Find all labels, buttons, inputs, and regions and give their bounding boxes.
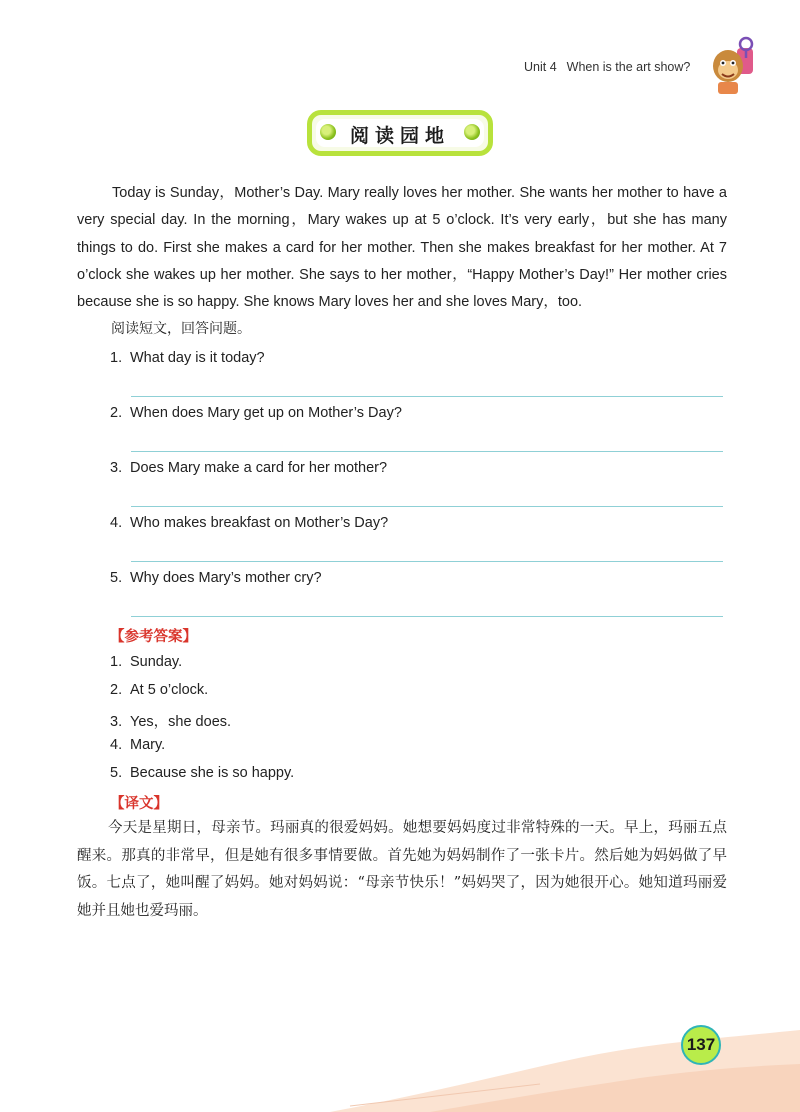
answer-text: Mary.: [130, 737, 166, 753]
section-title: 阅读园地: [349, 125, 450, 147]
question-number: 3.: [110, 460, 123, 476]
answer-number: 3.: [110, 714, 123, 730]
question-text: Who makes breakfast on Mother’s Day?: [130, 515, 389, 531]
mascot-icon: [708, 34, 758, 96]
question-text: Does Mary make a card for her mother?: [130, 460, 388, 476]
answer-text: Sunday.: [130, 654, 183, 670]
page-header: [524, 60, 690, 74]
answer-5: [110, 765, 294, 781]
answer-number: 5.: [110, 765, 123, 781]
question-4: [110, 515, 388, 531]
question-text: Why does Mary’s mother cry?: [130, 570, 322, 586]
translation-heading: 【译文】: [110, 796, 168, 812]
answer-line-3[interactable]: [131, 506, 723, 507]
answer-number: 2.: [110, 682, 123, 698]
page-number: 137: [681, 1025, 721, 1065]
answer-3: [110, 710, 231, 731]
unit-title: When is the art show?: [566, 60, 691, 74]
reading-passage: [77, 180, 727, 316]
answer-1: [110, 654, 182, 670]
question-5: [110, 570, 322, 586]
question-2: [110, 405, 402, 421]
instruction: 阅读短文，回答问题。: [111, 321, 251, 337]
passage-text: Today is Sunday，Mother’s Day. Mary really loves her mother. She wants her mother to have a very special day. In the morning，Mary wakes up at 5 o’clock. It’s very early，but she has many things to do. First she makes a card for her mother. Then she makes breakfast for her mother. At 7 o’clock she wakes up her mother. She says to her mother，“Happy Mother’s Day!” Her mother cries because she is so happy. She knows Mary loves her and she loves Mary，too.: [77, 185, 727, 311]
question-number: 1.: [110, 350, 123, 366]
question-number: 4.: [110, 515, 123, 531]
answer-line-4[interactable]: [131, 561, 723, 562]
answer-text: Because she is so happy.: [130, 765, 295, 781]
answer-4: [110, 737, 165, 753]
question-text: When does Mary get up on Mother’s Day?: [130, 405, 402, 421]
translation-text: 今天是星期日，母亲节。玛丽真的很爱妈妈。她想要妈妈度过非常特殊的一天。早上，玛丽五点醒来。那真的非常早，但是她有很多事情要做。首先她为妈妈制作了一张卡片。然后她为妈妈做了早饭。七点了，她叫醒了妈妈。她对妈妈说：“母亲节快乐！”妈妈哭了，因为她很开心。她知道玛丽爱她并且她也爱玛丽。: [77, 820, 727, 919]
answer-line-5[interactable]: [131, 616, 723, 617]
answers-heading: 【参考答案】: [110, 629, 197, 645]
answer-2: [110, 682, 208, 698]
footer-wave-decoration: [0, 1000, 800, 1112]
answer-text: At 5 o’clock.: [130, 682, 209, 698]
question-text: What day is it today?: [130, 350, 265, 366]
answer-line-1[interactable]: [131, 396, 723, 397]
answer-number: 4.: [110, 737, 123, 753]
question-1: [110, 350, 265, 366]
unit-label: Unit 4: [524, 60, 557, 74]
answer-number: 1.: [110, 654, 123, 670]
question-number: 2.: [110, 405, 123, 421]
question-3: [110, 460, 387, 476]
answer-line-2[interactable]: [131, 451, 723, 452]
question-number: 5.: [110, 570, 123, 586]
translation: [77, 815, 727, 925]
section-title-banner: [307, 110, 493, 156]
answer-text: Yes，she does.: [130, 714, 232, 730]
